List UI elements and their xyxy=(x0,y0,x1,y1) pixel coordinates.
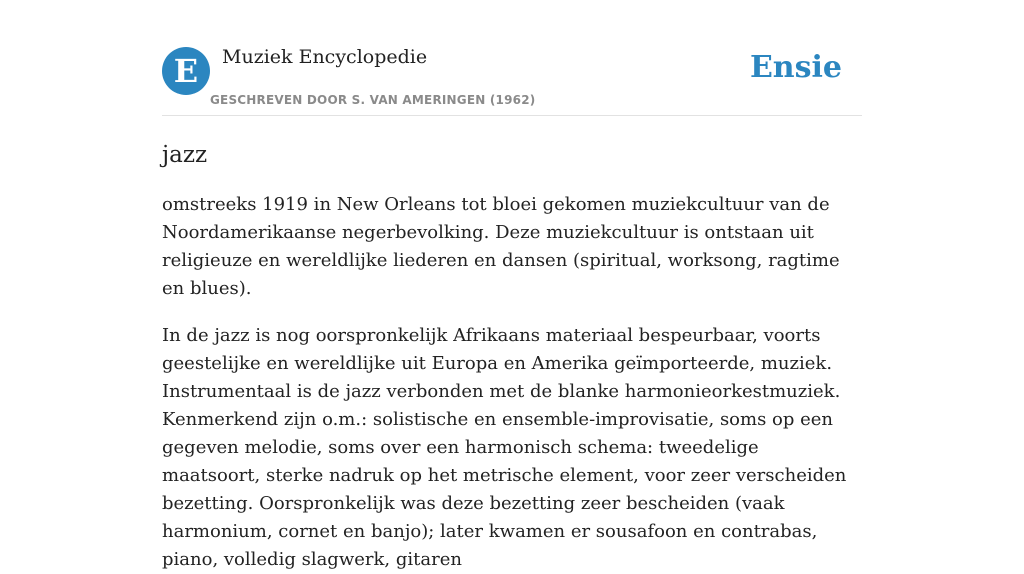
encyclopedia-logo[interactable]: E xyxy=(162,47,210,95)
book-title-link[interactable]: Muziek Encyclopedie xyxy=(222,46,428,68)
author-byline: GESCHREVEN DOOR S. VAN AMERINGEN (1962) xyxy=(210,93,536,107)
content-column xyxy=(162,0,862,574)
entry-title: jazz xyxy=(162,142,208,168)
ensie-brand-logo[interactable]: Ensie xyxy=(749,50,842,85)
header xyxy=(162,0,862,116)
entry-paragraph: In de jazz is nog oorspronkelijk Afrikaans materiaal bespeurbaar, voorts geestelijke en wereldlijke uit Europa en Amerika geïmporteerde, muziek. Instrumentaal is de jazz verbonden met de blanke harmonieorkestmuziek. Kenmerkend zijn o.m.: solistische en ensemble-improvisatie, soms op een gegeven melodie, soms over een harmonisch schema: tweedelige maatsoort, sterke nadruk op het metrische element, voor zeer verscheiden bezetting. Oorspronkelijk was deze bezetting zeer bescheiden (vaak harmonium, cornet en banjo); later kwamen er sousafoon en contrabas, piano, volledig slagwerk, gitaren xyxy=(162,325,847,570)
entry-paragraph: omstreeks 1919 in New Orleans tot bloei gekomen muziekcultuur van de Noordamerikaanse negerbevolking. Deze muziekcultuur is ontstaan uit religieuze en wereldlijke liederen en dansen (spiritual, worksong, ragtime en blues). xyxy=(162,194,840,299)
